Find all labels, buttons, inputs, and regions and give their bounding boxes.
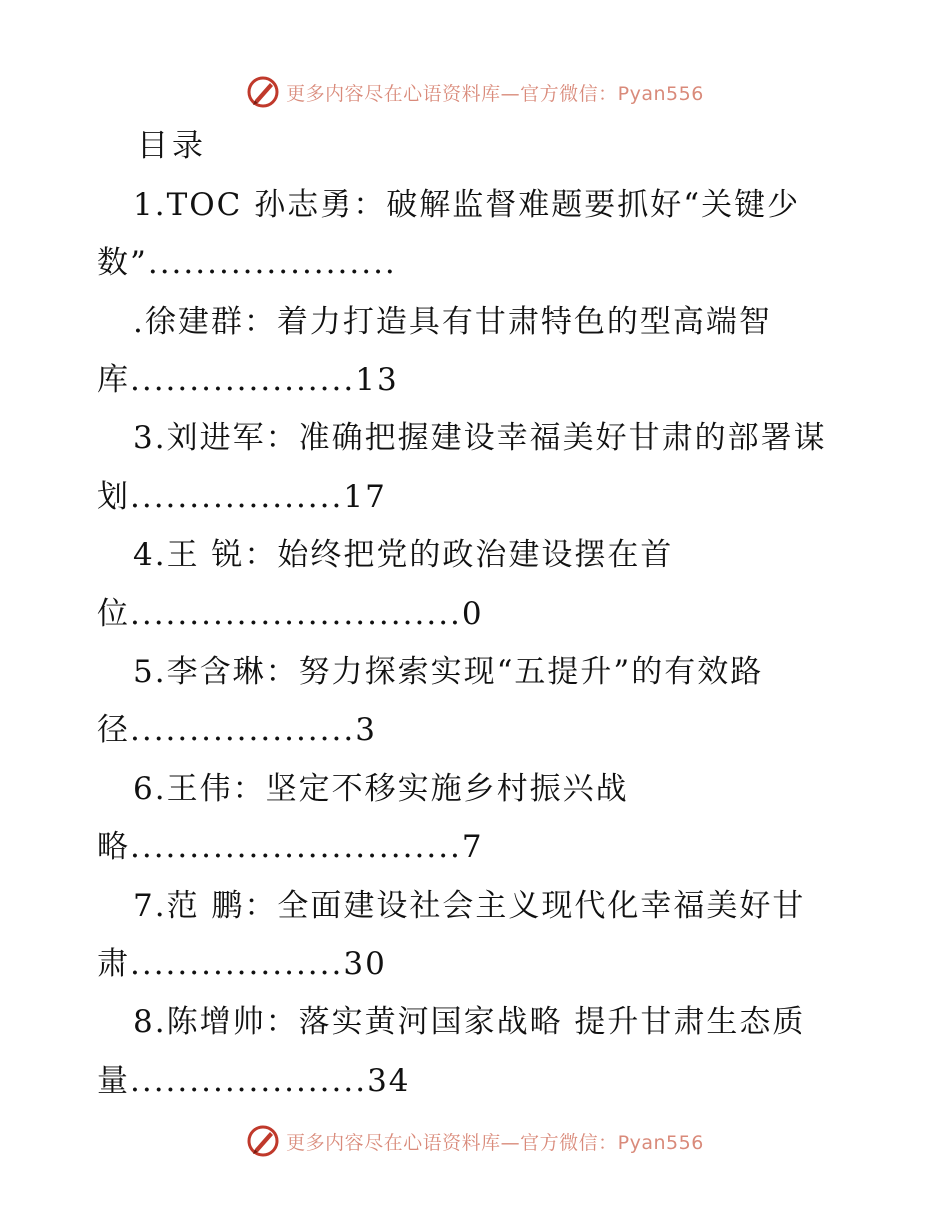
toc-entry-5-line2[interactable]: 径...................3 bbox=[97, 712, 377, 748]
red-pen-logo-icon bbox=[246, 75, 280, 109]
toc-entry-2-line1[interactable]: .徐建群：着力打造具有甘肃特色的型高端智 bbox=[133, 304, 772, 340]
toc-entry-7-line2[interactable]: 肃..................30 bbox=[97, 946, 387, 982]
toc-entry-1-line1[interactable]: 1.TOC 孙志勇：破解监督难题要抓好“关键少 bbox=[133, 187, 801, 223]
watermark-text: 更多内容尽在心语资料库—官方微信：Pyan556 bbox=[286, 82, 704, 105]
toc-entry-1-line2[interactable]: 数”..................... bbox=[97, 245, 397, 281]
toc-entry-3-line1[interactable]: 3.刘进军：准确把握建设幸福美好甘肃的部署谋 bbox=[133, 420, 827, 456]
toc-entry-2-line2[interactable]: 库...................13 bbox=[97, 362, 399, 398]
toc-entry-4-line2[interactable]: 位............................0 bbox=[97, 596, 484, 632]
toc-entry-6-line1[interactable]: 6.王伟：坚定不移实施乡村振兴战 bbox=[133, 771, 629, 807]
toc-entry-7-line1[interactable]: 7.范 鹏：全面建设社会主义现代化幸福美好甘 bbox=[133, 888, 806, 924]
red-pen-logo-icon bbox=[246, 1124, 280, 1158]
toc-entry-6-line2[interactable]: 略............................7 bbox=[97, 829, 484, 865]
toc-title: 目录 bbox=[137, 128, 207, 164]
footer-watermark bbox=[0, 1121, 950, 1161]
watermark-text: 更多内容尽在心语资料库—官方微信：Pyan556 bbox=[286, 1131, 704, 1154]
toc-entry-8-line1[interactable]: 8.陈增帅：落实黄河国家战略 提升甘肃生态质 bbox=[133, 1004, 806, 1040]
header-watermark bbox=[0, 72, 950, 112]
toc-entry-4-line1[interactable]: 4.王 锐：始终把党的政治建设摆在首 bbox=[133, 537, 674, 573]
toc-entry-8-line2[interactable]: 量....................34 bbox=[97, 1063, 411, 1099]
toc-entry-3-line2[interactable]: 划..................17 bbox=[97, 479, 387, 515]
toc-entry-5-line1[interactable]: 5.李含琳：努力探索实现“五提升”的有效路 bbox=[133, 654, 764, 690]
